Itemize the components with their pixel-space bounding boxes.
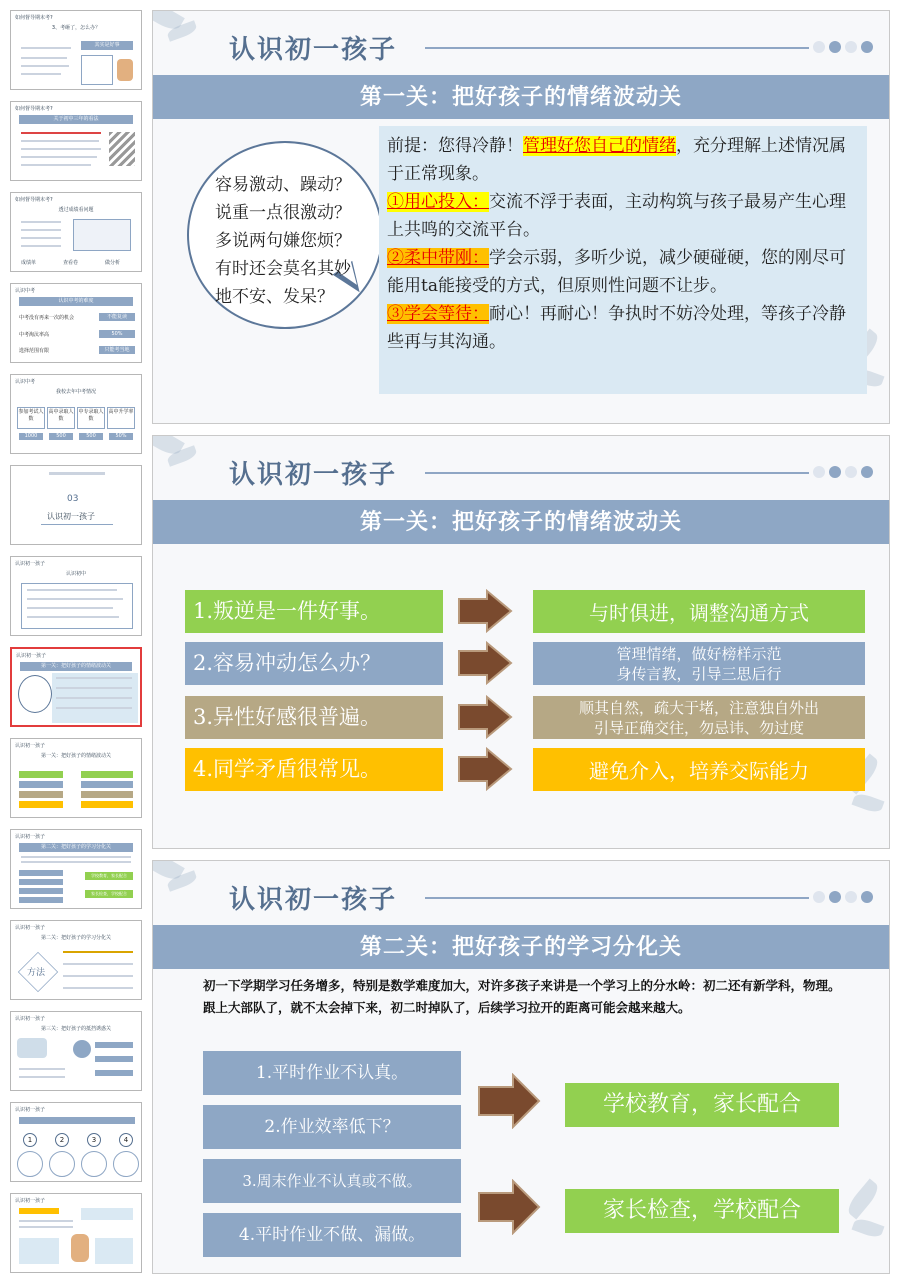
bubble-line: 多说两句嫌您烦？ — [215, 231, 351, 251]
slide-thumbnail-10[interactable] — [10, 829, 142, 909]
thumb-title: 认识初一孩子 — [15, 1016, 46, 1022]
right-arrow-icon — [453, 589, 513, 633]
slide-thumbnail-13[interactable] — [10, 1102, 142, 1182]
advice-item-3: ③学会等待：耐心！再耐心！争执时不妨冷处理，等孩子冷静些再与其沟通。 — [387, 304, 846, 352]
bubble-line: 地不安、发呆？ — [215, 287, 334, 307]
thumb-title: 认识初一孩子 — [16, 653, 47, 659]
advice-panel — [379, 126, 867, 394]
thumb-flow-2: 查看卷 — [63, 260, 79, 266]
header-dot — [845, 466, 857, 478]
thumb-val-1: 1000 — [19, 433, 43, 440]
issue-box-2: 2.容易冲动怎么办？ — [185, 642, 443, 685]
thumb-banner: 第一关：把好孩子的情绪波动关 — [20, 662, 132, 671]
thumb-col-2: 高中录取人数 — [47, 407, 75, 429]
thumb-banner: 第一关：把好孩子的情绪波动关 — [19, 752, 133, 761]
thumb-banner: 透过成绩看问题 — [19, 206, 133, 215]
thumb-item-3: 选择范围有限 — [19, 348, 50, 354]
thumb-flow-1: 成绩单 — [21, 260, 37, 266]
slide-thumbnail-8[interactable] — [10, 647, 142, 727]
header-dot — [813, 41, 825, 53]
thumb-num-3: 3 — [87, 1133, 101, 1147]
thumb-banner: 认识初中 — [19, 570, 133, 579]
thumb-num-2: 2 — [55, 1133, 69, 1147]
slide-thumbnail-3[interactable] — [10, 192, 142, 272]
slide-thumbnail-2[interactable] — [10, 101, 142, 181]
slide-header-title: 认识初一孩子 — [229, 885, 398, 915]
slide-thumbnail-11[interactable] — [10, 920, 142, 1000]
thumb-banner: 认识中考的难度 — [19, 297, 133, 306]
header-dot — [845, 891, 857, 903]
right-arrow-icon — [475, 1073, 541, 1129]
slide-thumbnail-7[interactable] — [10, 556, 142, 636]
slide-thumbnail-12[interactable] — [10, 1011, 142, 1091]
right-arrow-icon — [453, 747, 513, 791]
thumb-banner: 我校去年中考情况 — [19, 388, 133, 397]
thumb-title: 认识初一孩子 — [15, 834, 46, 840]
thumb-title: 认识初一孩子 — [15, 561, 46, 567]
slide-thumbnail-4[interactable] — [10, 283, 142, 363]
thumb-tag-3: 只能考当地 — [99, 346, 135, 354]
thumb-item-2: 中考淘汰率高 — [19, 332, 50, 338]
issue-box-3: 3.异性好感很普遍。 — [185, 696, 443, 739]
bubble-line: 说重一点很激动？ — [215, 203, 351, 223]
thumb-col-1: 参加考试人数 — [17, 407, 45, 429]
thumb-title: 认识初一孩子 — [15, 1107, 46, 1113]
speech-bubble-text — [215, 171, 365, 311]
thumb-note: 其实是好事 — [81, 41, 133, 50]
thumb-banner: 第三关：把好孩子的抵挡诱惑关 — [19, 1025, 133, 1034]
advice-premise: 前提：您得冷静！管理好您自己的情绪，充分理解上述情况属于正常现象。 — [387, 136, 846, 184]
slide-banner: 第一关：把好孩子的情绪波动关 — [153, 500, 889, 544]
solution-box-school: 学校教育，家长配合 — [565, 1083, 839, 1127]
slide-header-title: 认识初一孩子 — [229, 460, 398, 490]
solution-box-1: 与时俱进，调整沟通方式 — [533, 590, 865, 633]
thumb-title: 认识初一孩子 — [15, 925, 46, 931]
slide-header-title: 认识初一孩子 — [229, 35, 398, 65]
problem-box-1: 1.平时作业不认真。 — [203, 1051, 461, 1095]
slide-banner: 第一关：把好孩子的情绪波动关 — [153, 75, 889, 119]
thumb-banner: 3、考砸了，怎么办？ — [19, 24, 133, 33]
thumb-num-1: 1 — [23, 1133, 37, 1147]
thumb-val-3: 500 — [79, 433, 103, 440]
slide-banner: 第二关：把好孩子的学习分化关 — [153, 925, 889, 969]
slide-emotion-detail — [152, 10, 890, 424]
slide-thumbnail-14[interactable] — [10, 1193, 142, 1273]
issue-box-1: 1.叛逆是一件好事。 — [185, 590, 443, 633]
header-dot — [845, 41, 857, 53]
advice-item-2: ②柔中带刚：学会示弱，多听少说，减少硬碰硬，您的刚尽可能用ta能接受的方式，但原则性问题不让步。 — [387, 248, 846, 296]
advice-item-1: ①用心投入：交流不浮于表面，主动构筑与孩子最易产生心理上共鸣的交流平台。 — [387, 192, 846, 240]
thumb-section-number: 03 — [67, 494, 79, 504]
thumb-title: 如何督导期末考? — [15, 15, 53, 21]
slide-thumbnail-9[interactable] — [10, 738, 142, 818]
thumb-val-4: 50% — [109, 433, 133, 440]
thumb-banner: 第二关：把好孩子的学习分化关 — [19, 843, 133, 852]
right-arrow-icon — [475, 1179, 541, 1235]
header-divider — [425, 897, 809, 899]
thumb-word: 方法 — [27, 968, 46, 978]
header-dot — [861, 466, 873, 478]
slide-thumbnail-5[interactable] — [10, 374, 142, 454]
thumb-tag-1: 学校教育，家长配合 — [85, 872, 133, 880]
thumb-tag-2: 家长检查，学校配合 — [85, 890, 133, 898]
header-dot — [829, 41, 841, 53]
problem-box-3: 3.周末作业不认真或不做。 — [203, 1159, 461, 1203]
highlight-manage-emotion: 管理好您自己的情绪 — [523, 136, 676, 156]
thumb-tag-1: 不能复读 — [99, 313, 135, 321]
thumb-title: 认识中考 — [15, 288, 36, 294]
bubble-line: 有时还会莫名其妙 — [215, 259, 351, 279]
issue-box-4: 4.同学矛盾很常见。 — [185, 748, 443, 791]
right-arrow-icon — [453, 695, 513, 739]
thumb-item-1: 中考没有再来一次的机会 — [19, 315, 75, 321]
thumb-flow-3: 做分析 — [105, 260, 121, 266]
slide-emotion-summary — [152, 435, 890, 849]
header-dot — [829, 466, 841, 478]
thumb-val-2: 500 — [49, 433, 73, 440]
header-divider — [425, 472, 809, 474]
thumb-title: 认识初一孩子 — [15, 1198, 46, 1204]
solution-box-3: 顺其自然，疏大于堵，注意独自外出 引导正确交往，勿忌讳、勿过度 — [533, 696, 865, 739]
header-dot — [861, 891, 873, 903]
slide-learning-divergence — [152, 860, 890, 1274]
intro-paragraph: 初一下学期学习任务增多，特别是数学难度加大，对许多孩子来讲是一个学习上的分水岭：初二还有新学科，物理。跟上大部队了，就不太会掉下来，初二时掉队了，后续学习拉开的距离可能会越来越大。 — [203, 978, 841, 1015]
thumb-col-3: 中专录取人数 — [77, 407, 105, 429]
thumb-section-label: 认识初一孩子 — [47, 512, 95, 521]
slide-thumbnail-6[interactable] — [10, 465, 142, 545]
bubble-line: 容易激动、躁动？ — [215, 175, 351, 195]
right-arrow-icon — [453, 641, 513, 685]
solution-box-2: 管理情绪，做好榜样示范 身传言教，引导三思后行 — [533, 642, 865, 685]
header-dot — [813, 466, 825, 478]
header-divider — [425, 47, 809, 49]
thumb-title: 如何督导期末考? — [15, 106, 53, 112]
thumb-banner: 第二关：把好孩子的学习分化关 — [19, 934, 133, 943]
solution-box-parent: 家长检查，学校配合 — [565, 1189, 839, 1233]
thumb-title: 认识初一孩子 — [15, 743, 46, 749]
thumb-title: 如何督导期末考? — [15, 197, 53, 203]
problem-box-2: 2.作业效率低下？ — [203, 1105, 461, 1149]
header-dot — [813, 891, 825, 903]
thumb-tag-2: 50% — [99, 330, 135, 338]
header-dot — [861, 41, 873, 53]
problem-box-4: 4.平时作业不做、漏做。 — [203, 1213, 461, 1257]
thumb-title: 认识中考 — [15, 379, 36, 385]
thumb-banner: 关于初中三年的看法 — [19, 115, 133, 124]
slide-thumbnail-1[interactable] — [10, 10, 142, 90]
thumb-col-4: 高中升学率 — [107, 407, 135, 429]
thumb-num-4: 4 — [119, 1133, 133, 1147]
slide-thumbnail-panel — [0, 0, 150, 1286]
solution-box-4: 避免介入，培养交际能力 — [533, 748, 865, 791]
header-dot — [829, 891, 841, 903]
